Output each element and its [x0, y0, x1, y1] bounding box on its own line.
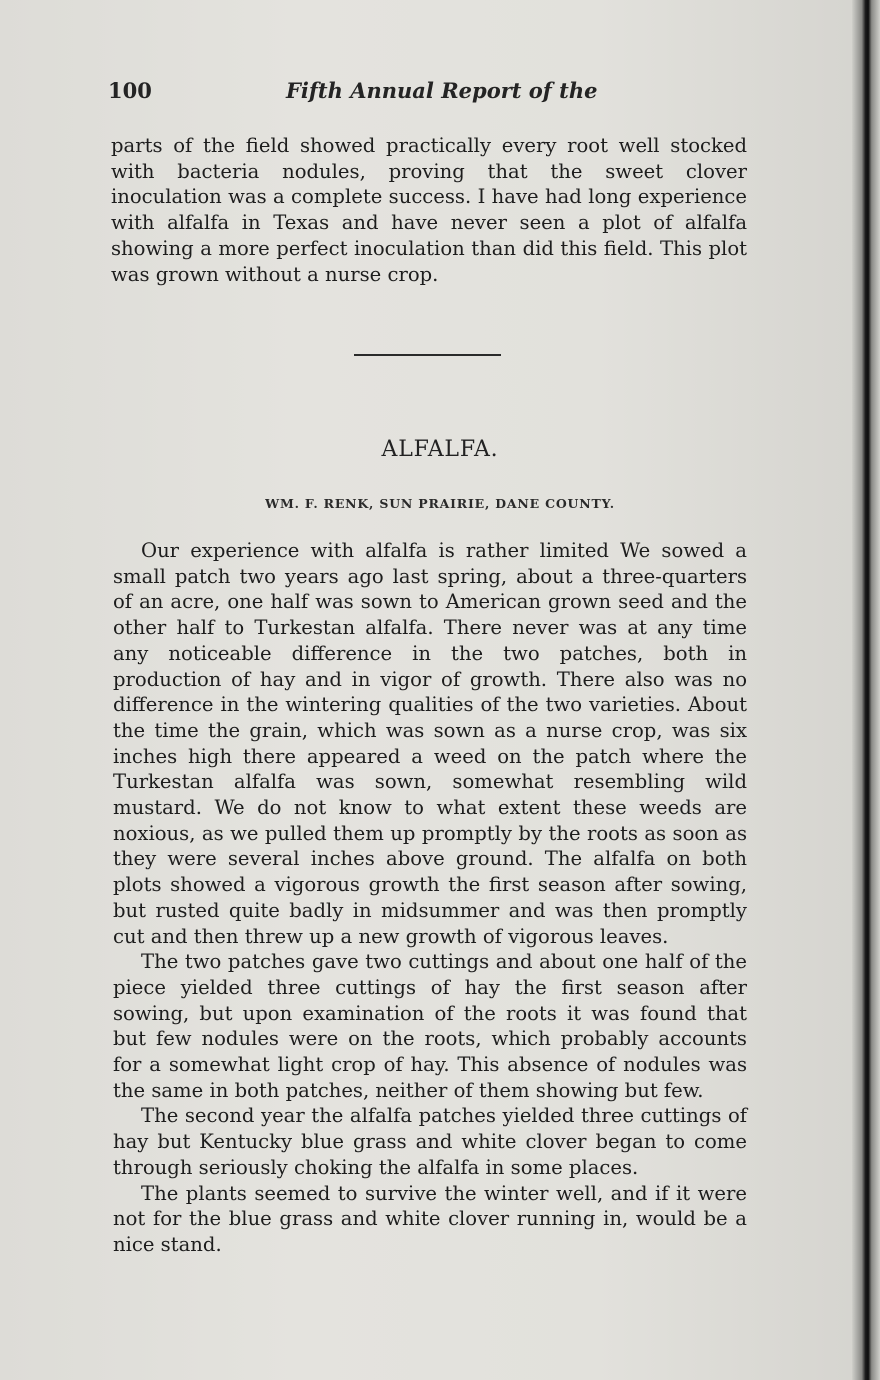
article-paragraph-4: The plants seemed to survive the winter well, and if it were not for the blue grass and white clover running in, would be a nice stand. [113, 1181, 747, 1256]
article-paragraph-1: Our experience with alfalfa is rather limited We sowed a small patch two years ago last spring, about a three-quarters of an acre, one half was sown to American grown seed and the other half to Turkestan alfalfa. There never was at any time any noticeable difference in the two patches, both in production of hay and in vigor of growth. There also was no difference in the wintering qualities of the two varieties. About the time the grain, which was sown as a nurse crop, was six inches high there appeared a weed on the patch where the Turkestan alfalfa was sown, somewhat resembling wild mustard. We do not know to what extent these weeds are noxious, as we pulled them up promptly by the roots as soon as they were several inches above ground. The alfalfa on both plots showed a vigorous growth the first season after sowing, but rusted quite badly in midsummer and was then promptly cut and then threw up a new growth of vigorous leaves. [113, 539, 747, 948]
continuation-paragraph: parts of the field showed practically every root well stocked with bacteria nodules, proving that the sweet clover inoculation was a complete success. I have had long experience with alfalfa in Texas and have never seen a plot of alfalfa showing a more perfect inoculation than did this field. This plot was grown without a nurse crop. [111, 134, 747, 286]
page-number: 100 [108, 78, 152, 103]
page-header [108, 78, 628, 108]
article-title: ALFALFA. [381, 437, 499, 462]
book-spine-shadow [852, 0, 880, 1380]
article-paragraph-3: The second year the alfalfa patches yielded three cuttings of hay but Kentucky blue grass and white clover began to come through seriously choking the alfalfa in some places. [113, 1104, 747, 1179]
article-body [113, 538, 747, 1258]
continuation-text [111, 133, 747, 287]
section-divider [354, 354, 501, 356]
running-head: Fifth Annual Report of the [286, 78, 598, 103]
article-paragraph-2: The two patches gave two cuttings and about one half of the piece yielded three cuttings of hay the first season after sowing, but upon examination of the roots it was found that but few nodules were on the roots, which probably accounts for a somewhat light crop of hay. This absence of nodules was the same in both patches, neither of them showing but few. [113, 950, 747, 1102]
article-byline: WM. F. RENK, SUN PRAIRIE, DANE COUNTY. [265, 496, 615, 511]
